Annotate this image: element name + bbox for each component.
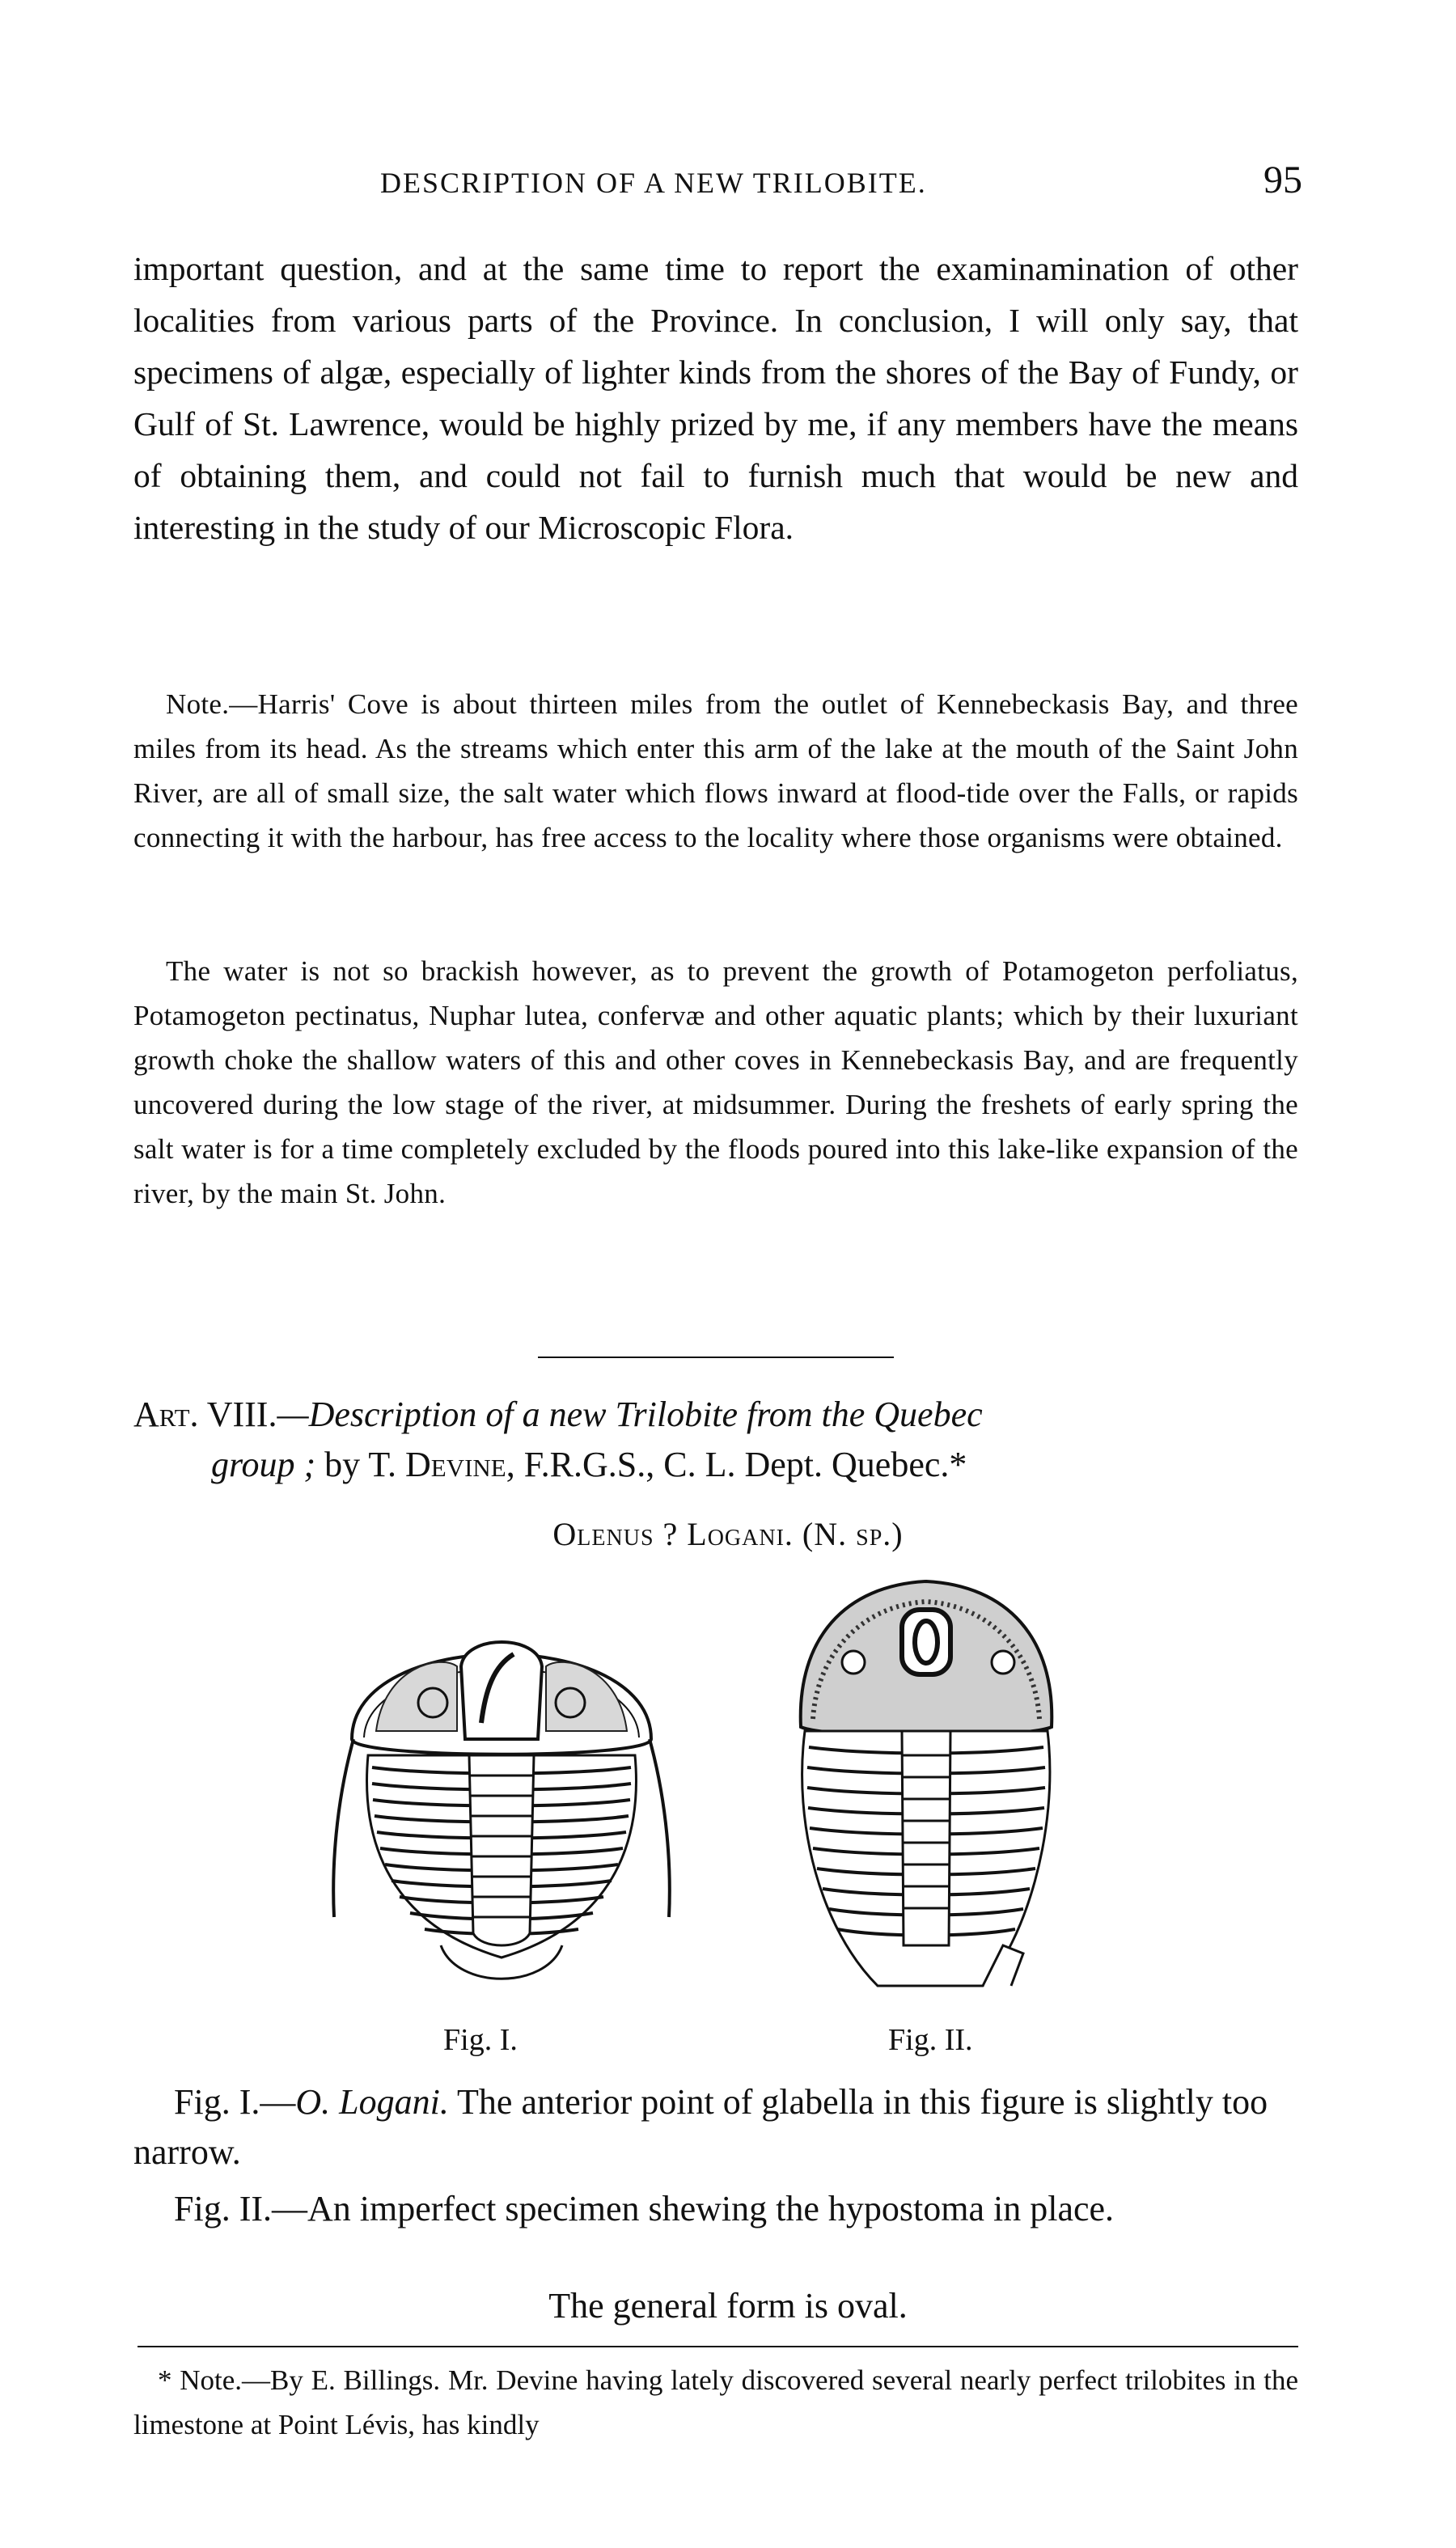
article-number: Art. VIII. — [133, 1395, 277, 1434]
article-title-line2: group ; — [211, 1445, 316, 1484]
footnote — [133, 2358, 1298, 2447]
article-affiliation: , F.R.G.S., C. L. Dept. Quebec.* — [506, 1445, 967, 1484]
note-paragraph-1: Note.—Harris' Cove is about thirteen miles from the outlet of Kennebeckasis Bay, and three miles from its head. As the streams which enter this arm of the lake at the mouth of the Saint John River, are all of small size, the salt water which flows inward at flood-tide over the Falls, or rapids connecting it with the harbour, has free access to the locality where those organisms were obtained. — [133, 688, 1298, 853]
trilobite-figure-2 — [781, 1565, 1072, 2018]
page-number: 95 — [1263, 159, 1302, 201]
footnote-text: * Note.—By E. Billings. Mr. Devine having lately discovered several nearly perfect trilobites in the limestone at Point Lévis, has kindly — [133, 2364, 1298, 2440]
species-heading: Olenus ? Logani. (N. sp.) — [552, 1516, 904, 1552]
footnote-rule — [138, 2346, 1298, 2347]
article-by: by T. — [315, 1445, 405, 1484]
running-head: DESCRIPTION OF A NEW TRILOBITE. — [380, 167, 927, 199]
figure-2-caption — [133, 2184, 1298, 2234]
caption-2-text: Fig. II.—An imperfect specimen shewing the hypostoma in place. — [174, 2189, 1115, 2228]
general-form-line: The general form is oval. — [548, 2286, 908, 2326]
caption-1-prefix: Fig. I.— — [174, 2082, 296, 2122]
page-header — [138, 159, 1302, 214]
figure-2-label: Fig. II. — [888, 2023, 973, 2057]
figure-1-caption — [133, 2077, 1298, 2178]
caption-1-text: The anterior point of glabella in this figure is slightly too narrow. — [133, 2082, 1268, 2172]
note-paragraph-2: The water is not so brackish however, as to prevent the growth of Potamogeton perfoliatus, Potamogeton pectinatus, Nuphar lutea, confervæ and other aquatic plants; which by their luxuriant growth choke the shallow waters of this and other coves in Kennebeckasis Bay, and are frequently uncovered during the low stage of the river, at midsummer. During the freshets of early spring the salt water is for a time completely excluded by the floods poured into this lake-like expansion of the river, by the main St. John. — [133, 955, 1298, 1209]
article-title — [133, 1390, 1298, 1490]
figure-1-label: Fig. I. — [443, 2023, 518, 2057]
article-author: Devine — [404, 1445, 506, 1484]
trilobite-figure-1 — [320, 1577, 684, 2014]
article-title-line1: —Description of a new Trilobite from the Quebec — [277, 1395, 983, 1434]
body-paragraph: important question, and at the same time to report the examinamination of other localities from various parts of the Province. In conclusion, I will only say, that specimens of algæ, especially of lighter kinds from the shores of the Bay of Fundy, or Gulf of St. Lawrence, would be highly prized by me, if any members have the means of obtaining them, and could not fail to furnish much that would be new and interesting in the study of our Microscopic Flora. — [133, 250, 1298, 546]
section-divider — [538, 1357, 894, 1358]
caption-1-species: O. Logani. — [295, 2082, 449, 2122]
